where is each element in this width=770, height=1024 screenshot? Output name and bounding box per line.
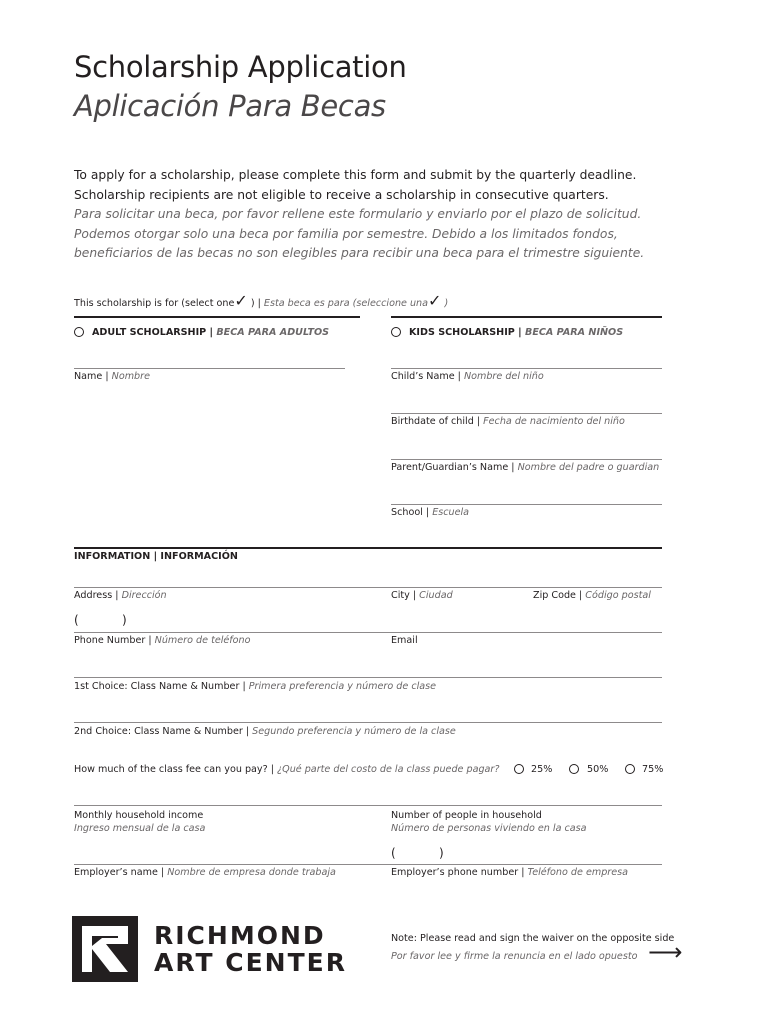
check-icon: ✓ [428,291,442,310]
adult-name-label-en: Name [74,371,103,382]
intro-es-line-1: Para solicitar una beca, por favor rellene este formulario y enviarlo por el plazo de solicitud. [74,207,642,221]
check-icon: ✓ [234,291,248,310]
second-choice-label: 2nd Choice: Class Name & Number | Segundo preferencia y número de la clase [74,726,456,737]
fee-question: How much of the class fee can you pay? | ¿Qué parte del costo de la class puede pagar? [74,764,500,775]
select-prompt-es-close: ) [441,298,449,309]
employer-phone-label-es: Teléfono de empresa [527,867,629,878]
intro-en-line-2: Scholarship recipients are not eligible to receive a scholarship in consecutive quarters. [74,187,609,202]
address-label: Address | Dirección [74,590,167,601]
city-label-en: City [391,590,410,601]
employer-area-code-close: ) [439,846,444,860]
adult-label-sep: | [206,327,217,338]
intro-es-line-3: beneficiarios de las becas no son elegibles para recibir una beca para el trimestre siguiente. [74,246,645,260]
arrow-right-icon: ⟶ [648,938,683,966]
guardian-label-es: Nombre del padre o guardian [517,462,660,473]
select-prompt-en-close: ) [247,298,255,309]
birthdate-input[interactable] [391,413,662,414]
intro-spanish [74,205,674,264]
income-label [74,809,205,835]
info-heading-sep: | [150,551,161,562]
income-label-es: Ingreso mensual de la casa [74,823,206,834]
people-label-es: Número de personas viviendo en la casa [391,823,587,834]
divider-kids [391,316,662,318]
fee-75-radio[interactable] [625,764,635,774]
birthdate-label-es: Fecha de nacimiento del niño [483,416,625,427]
people-label-en: Number of people in household [391,810,542,821]
second-choice-label-en: 2nd Choice: Class Name & Number [74,726,243,737]
kids-label-es: BECA PARA NIÑOS [525,327,624,338]
adult-name-label-es: Nombre [111,371,150,382]
birthdate-label: Birthdate of child | Fecha de nacimiento del niño [391,416,625,427]
second-choice-label-es: Segundo preferencia y número de la clase [252,726,456,737]
logo-wordmark [154,922,347,976]
child-name-input[interactable] [391,368,662,369]
employer-label-es: Nombre de empresa donde trabaja [167,867,336,878]
divider-adult [74,316,360,318]
select-prompt-es: Esta beca es para (seleccione una [263,298,429,309]
page-subtitle: Aplicación Para Becas [74,89,386,123]
select-prompt-sep: | [254,298,264,309]
intro-en-line-1: To apply for a scholarship, please complete this form and submit by the quarterly deadline. [74,168,637,182]
logo-line-1: RICHMOND [154,921,326,950]
zip-label: Zip Code | Código postal [533,590,651,601]
zip-label-es: Código postal [585,590,651,601]
first-choice-label-es: Primera preferencia y número de clase [248,681,437,692]
address-label-en: Address [74,590,113,601]
page-title: Scholarship Application [74,50,407,84]
phone-area-code-open: ( [74,613,79,627]
first-choice-label-en: 1st Choice: Class Name & Number [74,681,240,692]
select-prompt-en: This scholarship is for (select one [74,298,235,309]
employer-phone-label: Employer’s phone number | Teléfono de empresa [391,867,629,878]
richmond-art-center-logo-icon [72,916,138,982]
kids-label-sep: | [514,327,526,338]
adult-scholarship-label [92,327,329,338]
kids-scholarship-radio[interactable] [391,327,401,337]
school-label-en: School [391,507,423,518]
second-choice-input[interactable] [74,722,662,723]
information-heading [74,551,238,562]
email-label: Email [391,635,418,646]
phone-label-es: Número de teléfono [154,635,251,646]
select-prompt [74,291,448,310]
city-label: City | Ciudad [391,590,453,601]
fee-25-radio[interactable] [514,764,524,774]
phone-label-en: Phone Number [74,635,146,646]
first-choice-label: 1st Choice: Class Name & Number | Primera preferencia y número de clase [74,681,437,692]
school-input[interactable] [391,504,662,505]
divider-information [74,547,662,549]
adult-name-label: Name | Nombre [74,371,150,382]
income-label-en: Monthly household income [74,810,204,821]
guardian-label-en: Parent/Guardian’s Name [391,462,509,473]
employer-phone-label-en: Employer’s phone number [391,867,519,878]
kids-scholarship-label [409,327,623,338]
intro-english [74,166,674,205]
employer-area-code-open: ( [391,846,396,860]
city-label-es: Ciudad [419,590,453,601]
info-heading-es: INFORMACIÓN [160,551,238,562]
child-name-label-es: Nombre del niño [463,371,544,382]
adult-name-input[interactable] [74,368,345,369]
adult-label-en: ADULT SCHOLARSHIP [92,327,207,338]
fee-25-label: 25% [531,764,553,775]
logo-line-2: ART CENTER [154,948,347,977]
income-people-input[interactable] [74,805,662,806]
fee-50-label: 50% [587,764,609,775]
waiver-note-en: Note: Please read and sign the waiver on the opposite side [391,933,675,944]
intro-es-line-2: Podemos otorgar solo una beca por familia por semestre. Debido a los limitados fondos, [74,226,618,241]
school-label: School | Escuela [391,507,470,518]
school-label-es: Escuela [432,507,470,518]
adult-scholarship-radio[interactable] [74,327,84,337]
first-choice-input[interactable] [74,677,662,678]
kids-label-en: KIDS SCHOLARSHIP [409,327,515,338]
fee-50-radio[interactable] [569,764,579,774]
info-heading-en: INFORMATION [74,551,151,562]
child-name-label-en: Child’s Name [391,371,455,382]
birthdate-label-en: Birthdate of child [391,416,474,427]
guardian-name-label: Parent/Guardian’s Name | Nombre del padre o guardian [391,462,660,473]
employer-label: Employer’s name | Nombre de empresa donde trabaja [74,867,336,878]
employer-label-en: Employer’s name [74,867,158,878]
fee-75-label: 75% [642,764,664,775]
phone-label: Phone Number | Número de teléfono [74,635,251,646]
people-label [391,809,587,835]
waiver-note-es: Por favor lee y firme la renuncia en el lado opuesto [391,951,638,962]
address-city-zip-input[interactable] [74,587,662,588]
fee-question-en: How much of the class fee can you pay? [74,764,268,775]
phone-area-code-close: ) [122,613,127,627]
adult-label-es: BECA PARA ADULTOS [216,327,330,338]
zip-label-en: Zip Code [533,590,576,601]
fee-question-es: ¿Qué parte del costo de la class puede pagar? [277,764,500,775]
address-label-es: Dirección [121,590,167,601]
guardian-name-input[interactable] [391,459,662,460]
phone-email-input[interactable] [74,632,662,633]
child-name-label: Child’s Name | Nombre del niño [391,371,544,382]
employer-input[interactable] [74,864,662,865]
